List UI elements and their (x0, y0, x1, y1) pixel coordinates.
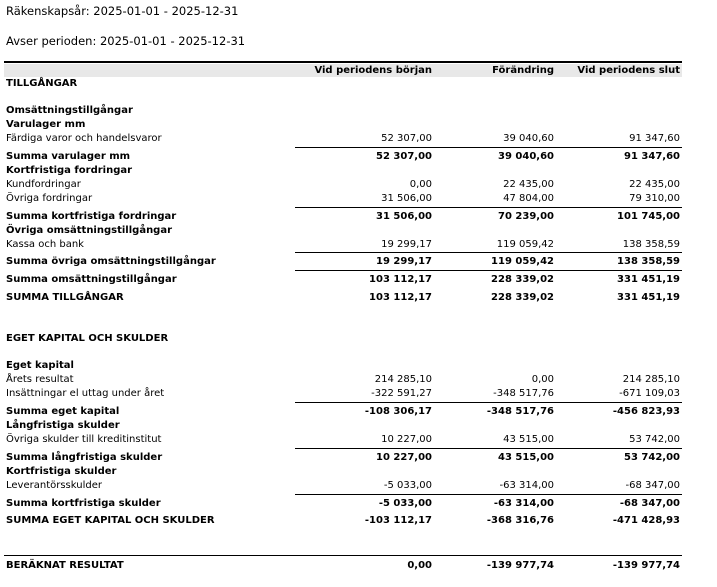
row-label: TILLGÅNGAR (6, 78, 78, 89)
row-label: Övriga fordringar (6, 193, 93, 204)
summary-row (4, 559, 682, 572)
summary-row (4, 255, 682, 268)
row-label: Insättningar el uttag under året (6, 388, 165, 399)
value-end: -671 109,03 (619, 388, 680, 399)
value-end: 101 745,00 (617, 211, 680, 222)
value-end: 138 358,59 (622, 239, 680, 250)
row-label: Övriga omsättningstillgångar (6, 225, 173, 236)
row-label: Eget kapital (6, 360, 74, 371)
section-heading-row (4, 465, 682, 478)
row-label: Varulager mm (6, 119, 86, 130)
value-change: -368 316,76 (486, 515, 554, 526)
value-start: 0,00 (409, 179, 432, 190)
summary-row (4, 273, 682, 286)
value-start: -103 112,17 (364, 515, 432, 526)
value-end: 91 347,60 (629, 133, 680, 144)
value-end: 79 310,00 (629, 193, 680, 204)
value-end: 53 742,00 (629, 434, 680, 445)
value-start: 52 307,00 (376, 151, 432, 162)
row-label: SUMMA TILLGÅNGAR (6, 292, 124, 303)
value-change: -139 977,74 (486, 560, 554, 571)
period-label: Avser perioden: 2025-01-01 - 2025-12-31 (6, 34, 246, 48)
table-row (4, 387, 682, 400)
value-start: 103 112,17 (369, 274, 432, 285)
value-change: 70 239,00 (498, 211, 554, 222)
row-label: Summa kortfristiga skulder (6, 498, 161, 509)
subtotal-rule (295, 270, 682, 271)
value-change: 47 804,00 (503, 193, 554, 204)
row-label: Summa eget kapital (6, 406, 120, 417)
table-row (4, 132, 682, 145)
value-end: -68 347,00 (619, 498, 680, 509)
row-label: Summa omsättningstillgångar (6, 274, 177, 285)
summary-row (4, 405, 682, 418)
header-top-rule (4, 61, 682, 63)
value-change: -63 314,00 (493, 498, 554, 509)
value-change: 22 435,00 (503, 179, 554, 190)
value-end: 214 285,10 (622, 374, 680, 385)
result-rule (4, 555, 682, 556)
value-end: 22 435,00 (629, 179, 680, 190)
subtotal-rule (295, 494, 682, 495)
value-start: -5 033,00 (378, 498, 432, 509)
value-start: 10 227,00 (381, 434, 432, 445)
summary-row (4, 451, 682, 464)
summary-row (4, 150, 682, 163)
table-row (4, 192, 682, 205)
section-heading-row (4, 118, 682, 131)
row-label: Övriga skulder till kreditinstitut (6, 434, 162, 445)
value-change: 228 339,02 (491, 274, 554, 285)
row-label: BERÄKNAT RESULTAT (6, 560, 124, 571)
value-change: 119 059,42 (496, 239, 554, 250)
value-change: 0,00 (531, 374, 554, 385)
row-label: Leverantörsskulder (6, 480, 102, 491)
value-start: 19 299,17 (381, 239, 432, 250)
row-label: Färdiga varor och handelsvaror (6, 133, 162, 144)
table-row (4, 433, 682, 446)
summary-row (4, 210, 682, 223)
value-change: 39 040,60 (498, 151, 554, 162)
row-label: Summa varulager mm (6, 151, 131, 162)
value-end: 53 742,00 (624, 452, 680, 463)
row-label: Summa långfristiga skulder (6, 452, 163, 463)
value-end: 331 451,19 (617, 274, 680, 285)
row-label: Omsättningstillgångar (6, 105, 133, 116)
row-label: Kortfristiga fordringar (6, 165, 133, 176)
column-header-row (4, 64, 682, 77)
value-start: 52 307,00 (381, 133, 432, 144)
section-heading-row (4, 419, 682, 432)
fiscal-year-label: Räkenskapsår: 2025-01-01 - 2025-12-31 (6, 4, 239, 18)
value-start: 103 112,17 (369, 292, 432, 303)
row-label: Kassa och bank (6, 239, 84, 250)
value-end: -68 347,00 (625, 480, 680, 491)
subtotal-rule (295, 252, 682, 253)
column-header-start: Vid periodens början (314, 65, 432, 76)
column-header-change: Förändring (492, 65, 554, 76)
value-change: 43 515,00 (498, 452, 554, 463)
value-start: -108 306,17 (364, 406, 432, 417)
table-row (4, 373, 682, 386)
value-end: -139 977,74 (612, 560, 680, 571)
value-start: 214 285,10 (374, 374, 432, 385)
value-change: 39 040,60 (503, 133, 554, 144)
value-change: 43 515,00 (503, 434, 554, 445)
value-change: -348 517,76 (486, 406, 554, 417)
subtotal-rule (295, 402, 682, 403)
subtotal-rule (295, 147, 682, 148)
row-label: EGET KAPITAL OCH SKULDER (6, 333, 169, 344)
table-row (4, 479, 682, 492)
row-label: Långfristiga skulder (6, 420, 120, 431)
value-start: 31 506,00 (381, 193, 432, 204)
section-heading-row (4, 224, 682, 237)
subtotal-rule (295, 448, 682, 449)
row-label: Kortfristiga skulder (6, 466, 117, 477)
section-heading-row (4, 104, 682, 117)
value-change: -348 517,76 (493, 388, 554, 399)
table-row (4, 238, 682, 251)
value-start: 31 506,00 (376, 211, 432, 222)
column-header-end: Vid periodens slut (577, 65, 680, 76)
summary-row (4, 514, 682, 527)
row-label: Summa kortfristiga fordringar (6, 211, 177, 222)
table-row (4, 178, 682, 191)
value-start: -5 033,00 (383, 480, 432, 491)
section-heading-row (4, 359, 682, 372)
row-label: Summa övriga omsättningstillgångar (6, 256, 216, 267)
value-end: 331 451,19 (617, 292, 680, 303)
value-change: 228 339,02 (491, 292, 554, 303)
value-start: -322 591,27 (371, 388, 432, 399)
value-start: 0,00 (407, 560, 432, 571)
value-change: -63 314,00 (499, 480, 554, 491)
value-change: 119 059,42 (491, 256, 554, 267)
section-heading-row (4, 77, 682, 90)
value-end: 91 347,60 (624, 151, 680, 162)
row-label: Årets resultat (6, 374, 74, 385)
summary-row (4, 291, 682, 304)
row-label: SUMMA EGET KAPITAL OCH SKULDER (6, 515, 215, 526)
value-start: 10 227,00 (376, 452, 432, 463)
row-label: Kundfordringar (6, 179, 81, 190)
subtotal-rule (295, 207, 682, 208)
value-start: 19 299,17 (376, 256, 432, 267)
value-end: -456 823,93 (612, 406, 680, 417)
summary-row (4, 497, 682, 510)
value-end: -471 428,93 (612, 515, 680, 526)
section-heading-row (4, 164, 682, 177)
section-heading-row (4, 332, 682, 345)
value-end: 138 358,59 (617, 256, 680, 267)
